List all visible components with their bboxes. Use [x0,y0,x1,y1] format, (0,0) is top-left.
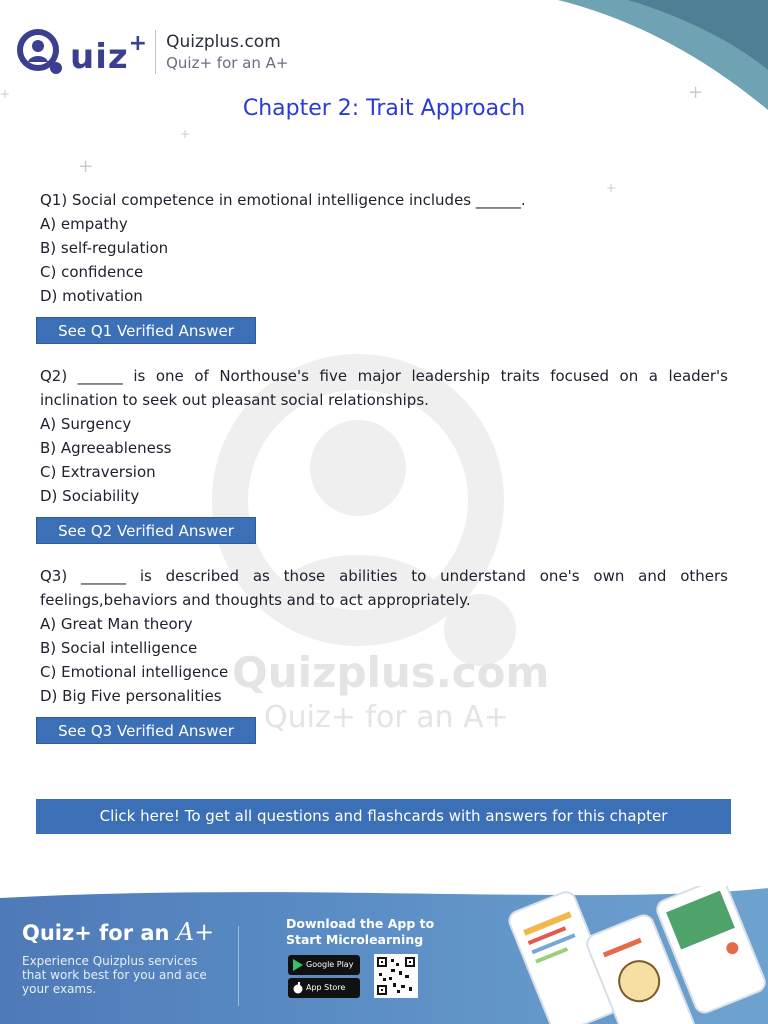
qr-code-icon[interactable] [374,954,418,998]
logo-tagline: Quiz+ for an A+ [166,54,289,72]
answer-option: D) Big Five personalities [40,687,222,705]
answer-option: A) Surgency [40,415,132,433]
app-phones-illustration [506,886,768,1024]
question-2 [40,364,728,508]
question-3 [40,564,728,708]
answer-option: A) empathy [40,215,128,233]
footer-title-main: Quiz+ for an [22,921,177,945]
logo-divider [155,30,156,74]
apple-icon [293,982,303,994]
google-play-label: Google Play [306,960,354,969]
decorative-plus-icon: + [78,156,94,177]
decorative-plus-icon: + [688,82,704,103]
see-q3-answer-button[interactable]: See Q3 Verified Answer [36,717,256,744]
google-play-button[interactable] [288,955,360,975]
footer-banner[interactable] [0,880,768,1024]
decorative-plus-icon: + [180,127,191,141]
decorative-plus-icon: + [606,181,617,195]
answer-option: B) self-regulation [40,239,169,257]
see-q1-answer-button[interactable]: See Q1 Verified Answer [36,317,256,344]
answer-option: C) Extraversion [40,463,156,481]
decorative-plus-icon: + [0,87,11,101]
see-q2-answer-button[interactable]: See Q2 Verified Answer [36,517,256,544]
answer-option: C) confidence [40,263,144,281]
question-text: Q3) ______ is described as those abilities to understand one's own and others feelings,behaviors and thoughts and to act appropriately. [40,567,728,609]
logo-plus: + [128,31,148,56]
answer-option: D) motivation [40,287,143,305]
question-text: Q2) ______ is one of Northouse's five major leadership traits focused on a leader's inclination to seek out pleasant social relationships. [40,367,728,409]
logo-mark [16,26,147,78]
logo-site-name: Quizplus.com [166,32,281,52]
answer-option: B) Social intelligence [40,639,198,657]
answer-option: B) Agreeableness [40,439,172,457]
answer-option: A) Great Man theory [40,615,193,633]
all-questions-button[interactable]: Click here! To get all questions and flashcards with answers for this chapter [36,799,731,834]
footer-description: Experience Quizplus services that work best for you and ace your exams. [22,954,207,996]
footer-title [22,918,214,946]
chapter-title: Chapter 2: Trait Approach [242,96,526,121]
download-app-text: Download the App to Start Microlearning [286,916,435,947]
quizplus-logo[interactable] [16,26,288,78]
watermark-tagline: Quiz+ for an A+ [264,700,509,735]
watermark-site-name: Quizplus.com [232,648,550,697]
answer-option: C) Emotional intelligence [40,663,229,681]
app-store-button[interactable] [288,978,360,998]
logo-word: uiz [70,37,129,77]
footer-divider [238,926,239,1006]
app-store-label: App Store [306,983,346,992]
question-text: Q1) Social competence in emotional intelligence includes ______. [40,191,526,209]
answer-option: D) Sociability [40,487,140,505]
google-play-icon [293,959,303,971]
question-1 [40,188,728,308]
logo-q-icon [16,26,68,78]
footer-title-accent: A+ [176,918,215,946]
